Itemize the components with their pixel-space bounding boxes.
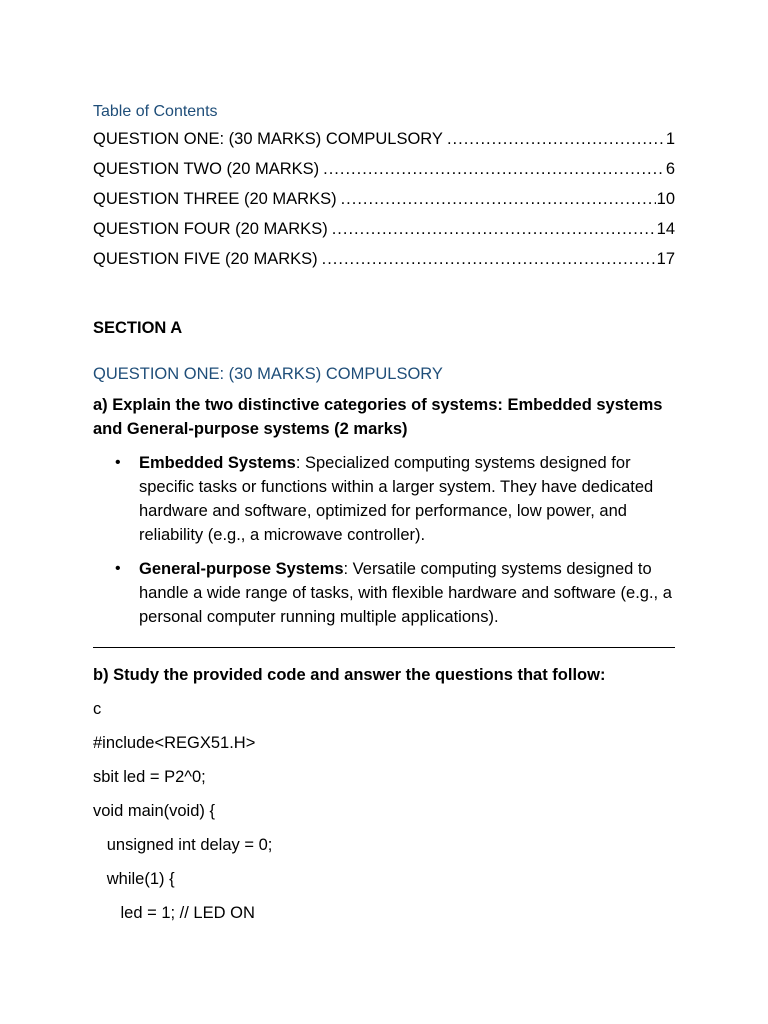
toc-entry-question-four[interactable]	[93, 214, 675, 244]
toc-dot-leader	[323, 154, 665, 184]
bullet-term: Embedded Systems	[139, 454, 296, 472]
horizontal-divider	[93, 647, 675, 648]
toc-entry-page: 6	[665, 160, 675, 178]
code-line: led = 1; // LED ON	[93, 904, 255, 922]
code-line: #include<REGX51.H>	[93, 734, 256, 752]
bullet-text: : Versatile computing systems designed to handle a wide range of tasks, with flexible hardware and software (e.g., a personal computer running multiple applications).	[139, 560, 672, 626]
code-line: c	[93, 700, 102, 718]
toc-entry-title: QUESTION THREE (20 MARKS)	[93, 190, 337, 208]
list-item	[115, 557, 675, 629]
table-of-contents	[93, 124, 675, 274]
toc-entry-title: QUESTION FIVE (20 MARKS)	[93, 250, 318, 268]
toc-entry-title: QUESTION ONE: (30 MARKS) COMPULSORY	[93, 130, 443, 148]
code-block	[93, 698, 675, 924]
question-heading: QUESTION ONE: (30 MARKS) COMPULSORY	[93, 365, 443, 383]
code-line: unsigned int delay = 0;	[93, 836, 273, 854]
toc-dot-leader	[447, 124, 665, 154]
toc-dot-leader	[332, 214, 656, 244]
toc-entry-question-three[interactable]	[93, 184, 675, 214]
toc-entry-question-five[interactable]	[93, 244, 675, 274]
toc-heading: Table of Contents	[93, 103, 218, 120]
toc-entry-page: 10	[656, 190, 675, 208]
toc-entry-page: 1	[665, 130, 675, 148]
toc-entry-title: QUESTION FOUR (20 MARKS)	[93, 220, 328, 238]
toc-entry-page: 17	[656, 250, 675, 268]
bullet-icon: •	[115, 560, 121, 577]
bullet-text: : Specialized computing systems designed for specific tasks or functions within a larger system. They have dedicated hardware and software, optimized for performance, low power, and reliability (e.g., a microwave controller).	[139, 454, 654, 544]
part-b-prompt: b) Study the provided code and answer the questions that follow:	[93, 666, 606, 684]
code-line: void main(void) {	[93, 802, 215, 820]
bullet-term: General-purpose Systems	[139, 560, 344, 578]
code-line: sbit led = P2^0;	[93, 768, 206, 786]
section-title: SECTION A	[93, 319, 183, 337]
code-line: while(1) {	[93, 870, 175, 888]
list-item	[115, 451, 675, 547]
bullet-icon: •	[115, 454, 121, 471]
toc-entry-question-two[interactable]	[93, 154, 675, 184]
bullet-list	[93, 451, 675, 629]
toc-dot-leader	[322, 244, 656, 274]
part-a-prompt: a) Explain the two distinctive categories of systems: Embedded systems and General-purpose systems (2 marks)	[93, 396, 663, 438]
toc-dot-leader	[341, 184, 656, 214]
toc-entry-title: QUESTION TWO (20 MARKS)	[93, 160, 320, 178]
toc-entry-page: 14	[656, 220, 675, 238]
toc-entry-question-one[interactable]	[93, 124, 675, 154]
